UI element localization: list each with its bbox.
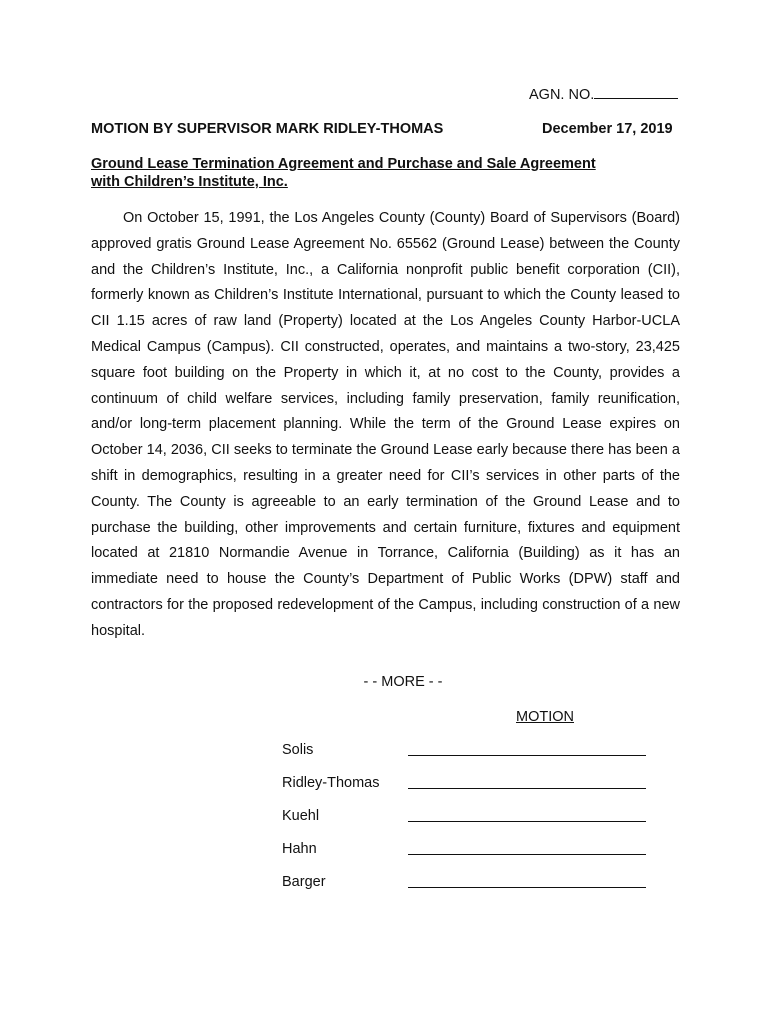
agenda-number (529, 86, 678, 103)
agenda-number-blank (594, 86, 678, 99)
vote-signature-line (408, 821, 646, 822)
vote-signature-line (408, 887, 646, 888)
more-indicator: - - MORE - - (363, 674, 443, 690)
vote-signature-line (408, 854, 646, 855)
vote-signature-line (408, 755, 646, 756)
vote-row-hahn (282, 841, 648, 861)
vote-row-kuehl (282, 808, 648, 828)
subject-line-2: with Children’s Institute, Inc. (91, 174, 288, 190)
supervisor-name: Barger (282, 874, 326, 890)
vote-row-ridley-thomas (282, 775, 648, 795)
supervisor-name: Ridley-Thomas (282, 775, 380, 791)
vote-signature-line (408, 788, 646, 789)
supervisor-name: Kuehl (282, 808, 320, 824)
motion-by-heading: MOTION BY SUPERVISOR MARK RIDLEY-THOMAS (91, 121, 444, 137)
agenda-number-label: AGN. NO. (529, 87, 595, 103)
supervisor-name: Solis (282, 742, 314, 758)
vote-row-solis (282, 742, 648, 762)
subject-line-1: Ground Lease Termination Agreement and Purchase and Sale Agreement (91, 156, 596, 172)
subject-heading (91, 155, 651, 191)
vote-block-title: MOTION (516, 709, 574, 725)
vote-row-barger (282, 874, 648, 894)
motion-date: December 17, 2019 (542, 121, 673, 137)
supervisor-name: Hahn (282, 841, 317, 857)
body-paragraph: On October 15, 1991, the Los Angeles County (County) Board of Supervisors (Board) approved gratis Ground Lease Agreement No. 65562 (Ground Lease) between the County and the Children’s Institute, Inc., a California nonprofit public benefit corporation (CII), formerly known as Children’s Institute International, pursuant to which the County leased to CII 1.15 acres of raw land (Property) located at the Los Angeles County Harbor-UCLA Medical Campus (Campus). CII constructed, operates, and maintains a two-story, 23,425 square foot building on the Property in which it, at no cost to the County, provides a continuum of child welfare services, including family preservation, family reunification, and/or long-term placement planning. While the term of the Ground Lease expires on October 14, 2036, CII seeks to terminate the Ground Lease early because there has been a shift in demographics, resulting in a greater need for CII’s services in other parts of the County. The County is agreeable to an early termination of the Ground Lease and to purchase the building, other improvements and certain furniture, fixtures and equipment located at 21810 Normandie Avenue in Torrance, California (Building) as it has an immediate need to house the County’s Department of Public Works (DPW) staff and contractors for the proposed redevelopment of the Campus, including construction of a new hospital. (91, 210, 680, 639)
